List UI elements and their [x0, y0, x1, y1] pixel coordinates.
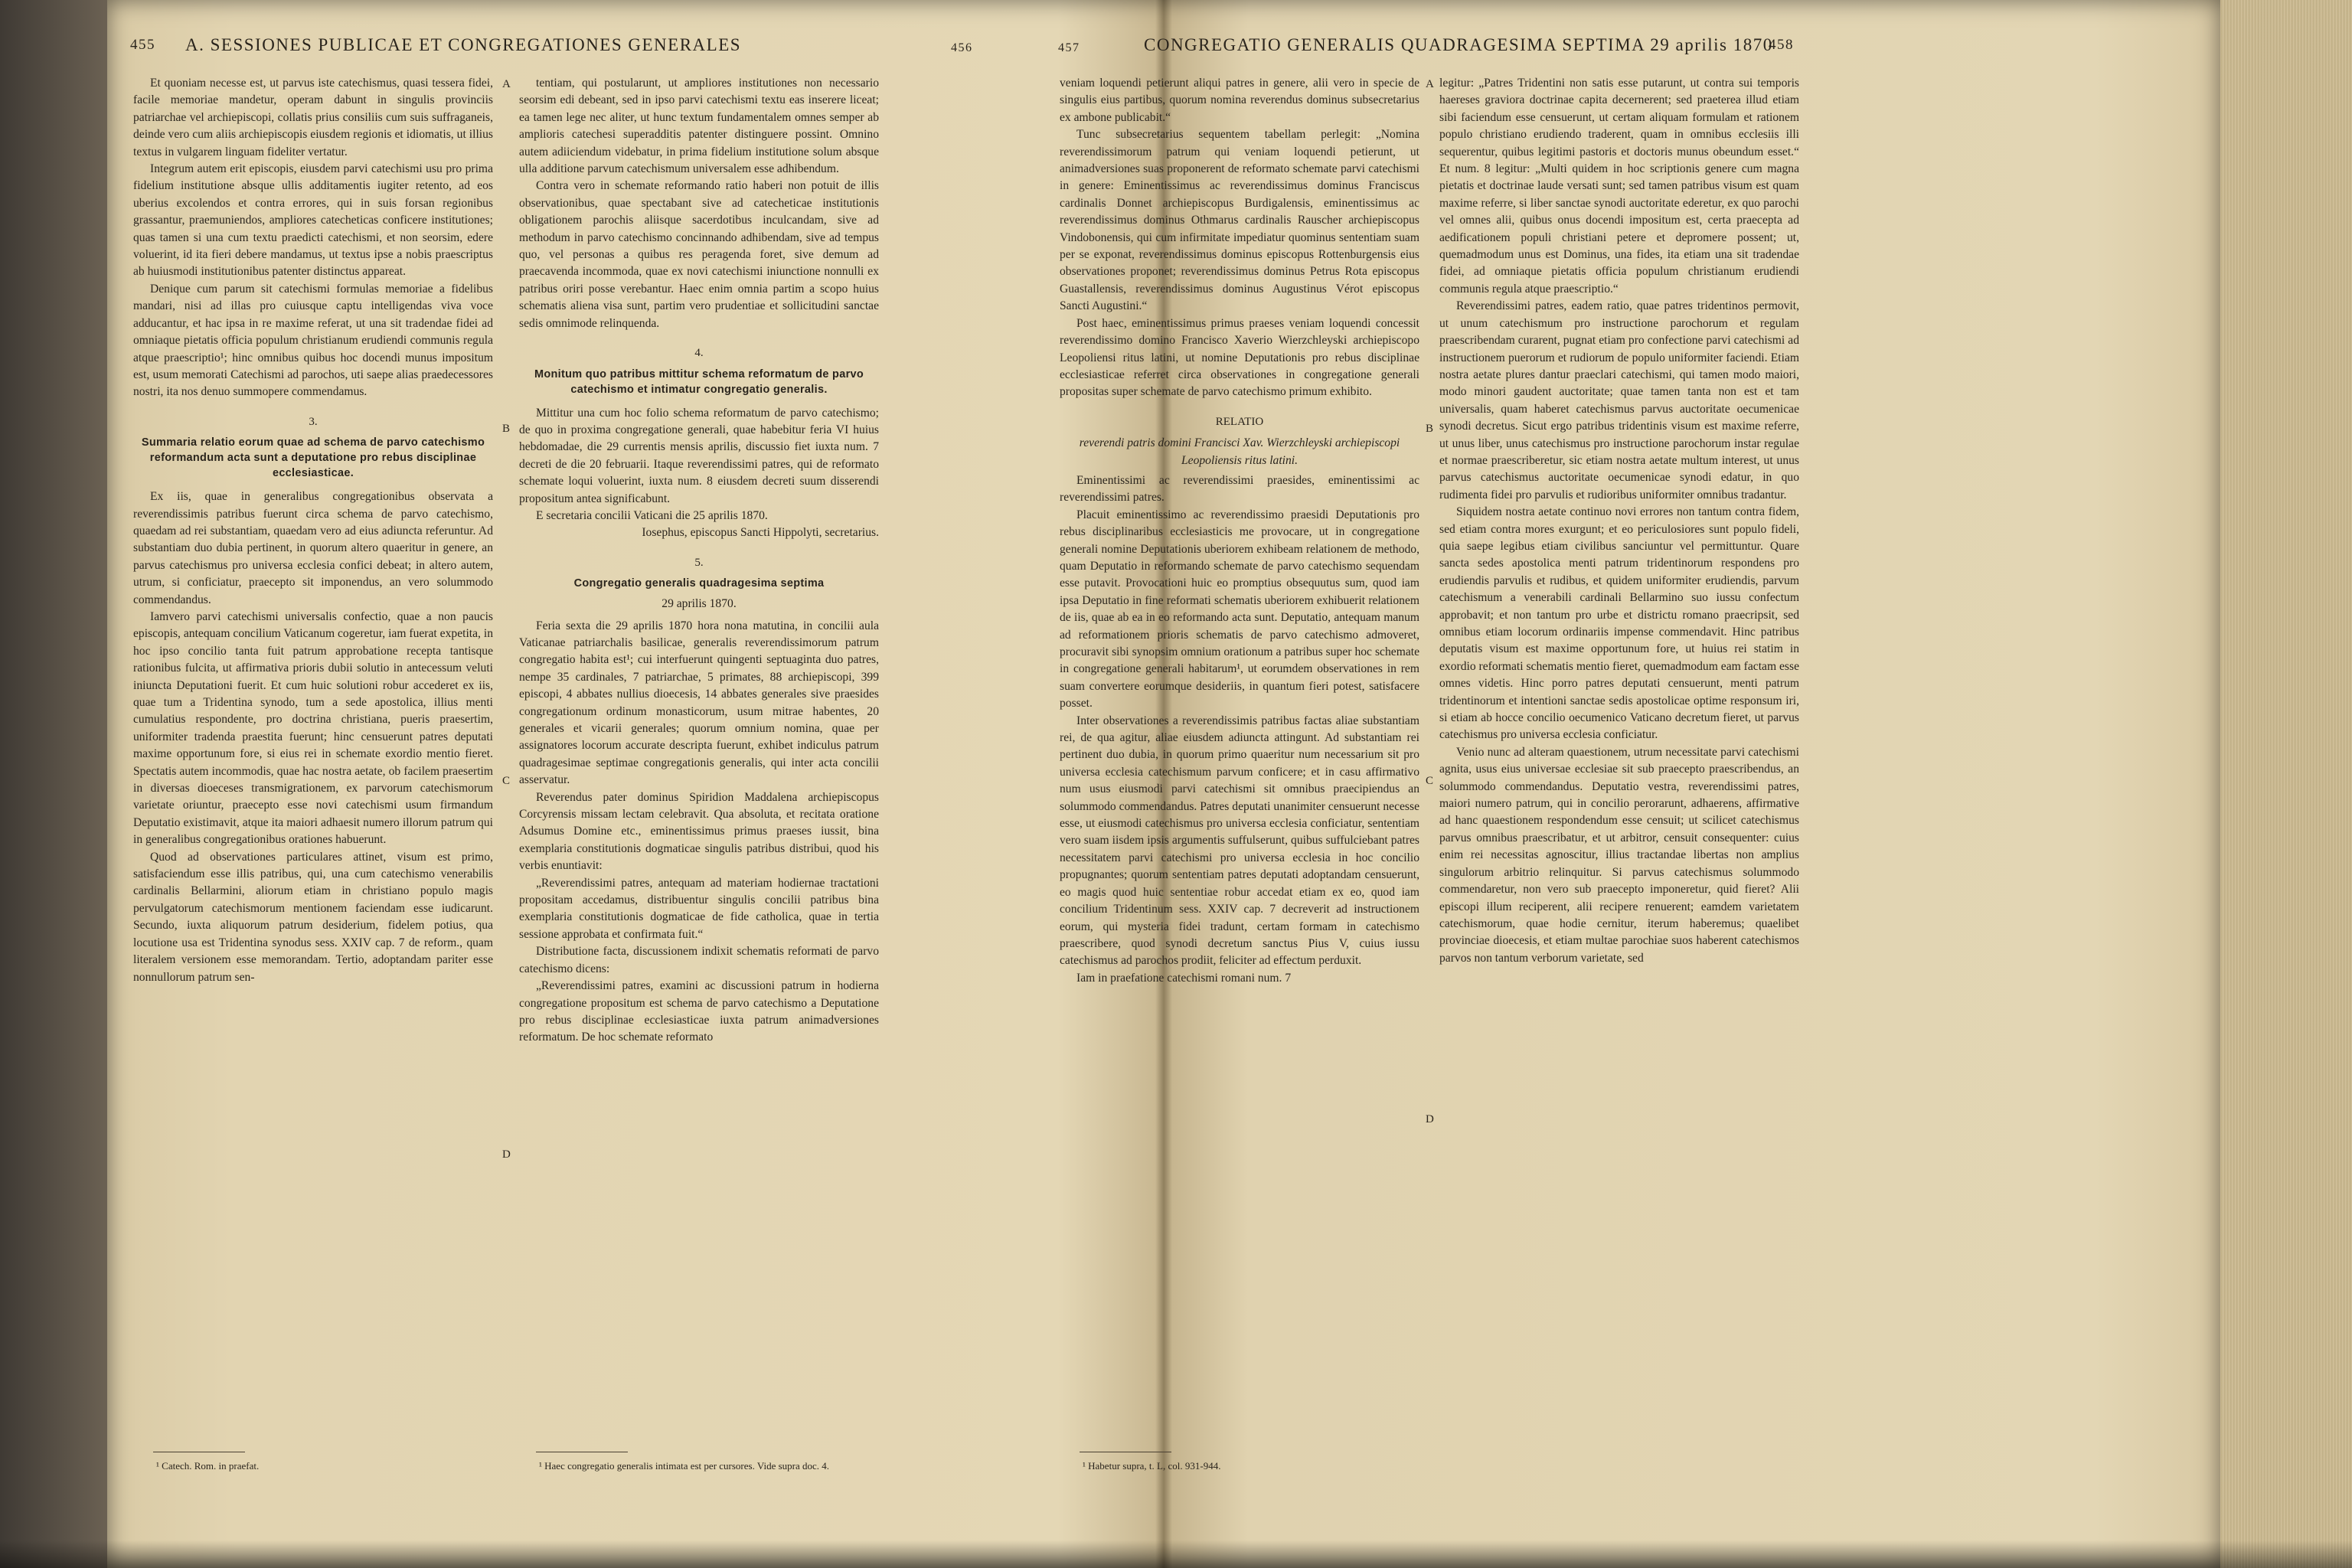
column-1	[133, 75, 493, 986]
section-heading: Summaria relatio eorum quae ad schema de parvo catechismo reformandum acta sunt a deputatione pro rebus disciplinae ecclesiasticae.	[141, 436, 485, 480]
paragraph: Iamvero parvi catechismi universalis confectio, quae a non paucis episcopis, antequam concilium Vaticanum cogeretur, iam fuerat expetita, in hoc ipso concilio tanta fuit patrum approbatione recepta tantisque rationibus fulcita, ut affirmativa prioris dubii solutio in antecessum veluti iniuncta Deputationi fuerit. Et cum huic solutioni robur accederet ex iis, quae tum a Tridentina synodo, tum a sede apostolica, illius menti cumulatius respondente, pro doctrina christiana, pueris praesertim, uniformiter tradenda praestita fuerunt; hinc censuerunt patres deputati maxime opportunum fore, si eius rei in schemate exordio mentio fieret. Spectatis autem incommodis, quae hac nostra aetate, ob facilem praesertim in diversas dioeceses transmigrationem, ex parvorum catechismorum varietate oriuntur, praecepto esse novi catechismi usum firmandum Deputatio existimavit, atque ita maiori adhaesit numero illorum patrum qui in generalibus congregationibus orationes habuerunt.	[133, 609, 493, 847]
paragraph: E secretaria concilii Vaticani die 25 aprilis 1870.	[536, 508, 768, 522]
section-heading: Monitum quo patribus mittitur schema reformatum de parvo catechismo et intimatur congregatio generalis.	[534, 368, 864, 396]
column-4	[1439, 75, 1799, 967]
paragraph: Et quoniam necesse est, ut parvus iste catechismus, quasi tessera fidei, facile memoriae mandetur, operam dabunt in singulis provinciis patriarchae vel archiepiscopi, collatis prius consiliis cum suis suffraganeis, deinde vero cum aliis archiepiscopis eiusdem regionis et idiomatis, ut illius textus in vulgarem linguam fideliter vertatur.	[133, 77, 493, 158]
footnote: ¹ Catech. Rom. in praefat.	[156, 1460, 260, 1472]
margin-letter: B	[1426, 423, 1434, 435]
desk-left	[0, 0, 107, 1568]
paragraph: Tunc subsecretarius sequentem tabellam perlegit: „Nomina reverendissimorum patrum qui veniam loquendi petierunt, ut animadversiones suas proponerent de reformato schemate parvi catechismi in genere: Eminentissimus ac reverendissimus dominus Franciscus cardinalis Donnet archiepiscopus Burdigalensis, eminentissimus ac reverendissimus dominus Othmarus cardinalis Rauscher archiepiscopus Vindobonensis, qui cum infirmitate impediatur quominus sententiam suam per se exponat, reverendissimus dominus episcopus Rottenburgensis eius observationes proponet; reverendissimus dominus Petrus Rota episcopus Guastallensis, reverendissimus dominus Augustinus Vérot episcopus Sancti Augustini.“	[1060, 128, 1419, 313]
relatio-author: reverendi patris domini Francisci Xav. Wierzchleyski archiepiscopi Leopoliensis ritus latini.	[1079, 436, 1400, 467]
margin-letter: B	[502, 423, 511, 435]
paragraph: legitur: „Patres Tridentini non satis esse putarunt, ut contra sui temporis haereses graviora doctrinae capita decernerent; sed praeterea illud etiam sibi faciendum esse censuerunt, ut certam aliquam formulam et rationem populo christiano erudiendo traderent, quam in omnibus ecclesiis illi sequerentur, quibus legitimi pastoris et doctoris munus obeundum esset.“ Et num. 8 legitur: „Multi quidem in hoc scriptionis genere cum magna pietatis et doctrinae laude versati sunt; sed tamen patribus visum est quam maxime referre, si liber sanctae synodi auctoritate ederetur, ex quo parochi vel omnes alii, quibus onus docendi impositum est, certa praecepta ad aedificationem populi christiani petere et depromere possent; ut, quemadmodum unus est Dominus, una fides, ita etiam una sit tradendae fidei, ad omniaque pietatis officia populum christianum erudiendi communis regula atque praescriptio.“	[1439, 77, 1799, 296]
left-page	[130, 0, 995, 1568]
margin-letter: D	[1426, 1113, 1434, 1125]
right-running-head	[1057, 34, 2098, 61]
footnote: ¹ Habetur supra, t. L, col. 931-944.	[1083, 1460, 1221, 1472]
paragraph: Iam in praefatione catechismi romani num. 7	[1076, 971, 1292, 985]
paragraph: tentiam, qui postularunt, ut ampliores institutiones non necessario seorsim edi debeant, sed in ipso parvi catechismi textu eas inserere liceat; ea tamen lege nec aliter, ut hunc textum fundamentalem omnes semper ab amplioris catechesi superadditis patenter distinguere possint. Omnino autem adiiciendum videbatur, in prima fidelium institutione solum absque ulla additione parvum catechismum universalem esse adhibendum.	[519, 77, 879, 176]
footnote: ¹ Haec congregatio generalis intimata est per cursores. Vide supra doc. 4.	[539, 1460, 830, 1472]
page-number: 455	[130, 37, 155, 53]
section-number: 5.	[694, 556, 704, 569]
section-heading: Congregatio generalis quadragesima septima	[573, 577, 825, 590]
margin-letter: A	[1426, 78, 1434, 90]
paragraph: Distributione facta, discussionem indixit schematis reformati de parvo catechismo dicens:	[519, 945, 879, 975]
margin-letter: D	[502, 1148, 511, 1161]
paragraph: Placuit eminentissimo ac reverendissimo praesidi Deputationis pro rebus disciplinaribus ecclesiasticis me provocare, ut in congregatione generali nomine Deputationis uberiorem exhibeam relationem de methodo, quam Deputatio in reformando schemate de parvo catechismo sequendam esse putavit. Provocationi huic eo promptius obsequutus sum, quod iam ipsa Deputatio in fine reformati schematis uberiorem exhibuerit relationem de iis, quae ab ea in eo reformando acta sunt. Deputatio, antequam manum ad reformationem prioris schematis de parvo catechismo admoveret, procuravit sibi synopsim omnium orationum a patribus super hoc schemate in congregatione generali habitarum¹, ut eorumdem observationes in rem suam convertere eorumque desideriis, in quantum fieri potest, satisfacere posset.	[1060, 508, 1419, 710]
paragraph: Mittitur una cum hoc folio schema reformatum de parvo catechismo; de quo in proxima congregatione generali, quae habebitur feria VI huius hebdomadae, die 29 currentis mensis aprilis, discussio fiet iuxta num. 7 decreti de die 20 februarii. Itaque reverendissimi patres, qui de reformato schemate loqui voluerint, iuxta num. 8 eiusdem decreti suum disserendi propositum antea significabunt.	[519, 406, 879, 505]
margin-letter: C	[502, 775, 511, 787]
paragraph: „Reverendissimi patres, antequam ad materiam hodiernae tractationi propositam accedamus, distribuentur singulis concilii patribus bina exemplaria constitutionis dogmaticae de fide catholica, quae in tertia sessione approbata et confirmata fuit.“	[519, 876, 879, 941]
paragraph: Quod ad observationes particulares attinet, visum est primo, satisfaciendum esse illis patribus, qui, una cum catechismo venerabilis cardinalis Bellarmini, aliorum etiam in christiano populo magis pervulgatorum catechismorum mentionem faciendam esse iudicarunt. Secundo, iuxta aliquorum patrum desiderium, fidelem potius, qua locutione usa est Tridentina synodus sess. XXIV cap. 7 de reform., quam literalem versionem esse memorandam. Tertio, adoptandam pariter esse nonnullorum patrum sen-	[133, 850, 493, 984]
paragraph: Denique cum parum sit catechismi formulas memoriae a fidelibus mandari, nisi ad illas pro cuiusque captu intelligendas viva voce adducantur, et hac ipsa in re maxime referat, ut una sit tradendae fidei ad omniaque pietatis officia populum christianum erudiendi communis regula atque praescriptio¹; hinc omnibus quibus hoc docendi munus impositum est, usum memorati Catechismi ad parochos, uti saepe alias praedecessores nostri, ita nos denuo summopere commendamus.	[133, 282, 493, 399]
section-date: 29 aprilis 1870.	[662, 597, 737, 611]
bottom-shadow	[0, 1540, 2352, 1568]
paragraph: Inter observationes a reverendissimis patribus factas aliae substantiam rei, de qua agitur, aliae eiusdem adiuncta attingunt. Ad substantiam rei pertinent duo dubia, in quorum primo quaeritur num necessarium sit pro universa ecclesia catechismum parvum conficere; et in casu affirmativo num usus eiusmodi parvi catechismi sit omnibus praecipiendus an solummodo commendandus. Patres deputati unanimiter censuerunt necesse esse, ut eiusmodi catechismus pro universa ecclesia conficiatur, sententiam vero suam iisdem ipsis argumentis suffulserunt, quibus suffulciebant patres necessitatem parvi catechismi pro universa ecclesia in hoc concilio propugnantes; quorum sententiam patres deputati adoptandam censuerunt, eo magis quod huic sententiae robur accedat etiam ex eo, quod iam concilium Tridentinum sess. XXIV cap. 7 decreverit ad instructionem eorum, qui mysteria fidei tradunt, certam formam in catechismo praescribere, quod synodi decretum sanctus Pius V, cuius iussu catechismus ad parochos prodiit, feliciter ad effectum perduxit.	[1060, 714, 1419, 968]
page-number: 457	[1058, 41, 1080, 54]
paragraph: Contra vero in schemate reformando ratio haberi non potuit de illis observationibus, quae spectabant sive ad catecheticae institutionis obligationem parochis aliisque sacerdotibus inculcandam, sive ad methodum in parvo catechismo concinnando adhibendam, sive ad tempus quo, vel personas a quibus res peragenda foret, sive demum ad praecavenda incommoda, quae ex novi catechismi iniunctione nonnulli ex patribus oriri posse verebantur. Haec enim omnia partim a scopo huius schematis aliena visa sunt, partim vero prudentiae et sollicitudini sanctae sedis omnimode relinquenda.	[519, 179, 879, 330]
section-number: 4.	[694, 347, 704, 360]
paragraph: Feria sexta die 29 aprilis 1870 hora nona matutina, in concilii aula Vaticanae patriarchalis basilicae, generalis reverendissimorum patrum congregatio habita est¹; cui interfuerunt quingenti septuaginta duo patres, nempe 35 cardinales, 7 patriarchae, 5 primates, 88 archiepiscopi, 399 episcopi, 4 abbates nullius dioecesis, 14 abbates generales sive praesides congregationum ordinum monasticorum, usum mitrae habentes, 20 generales et vicarii generales; quorum omnium nomina, quae per assignatores locorum accurate descripta fuerunt, exhibet indiculus patrum quadragesimae septimae congregationis generalis, qui inter acta concilii asservatur.	[519, 619, 879, 787]
paragraph: Eminentissimi ac reverendissimi praesides, eminentissimi ac reverendissimi patres.	[1060, 473, 1419, 505]
section-number: 3.	[309, 415, 318, 428]
page-number: 456	[951, 41, 973, 54]
running-title: A. SESSIONES PUBLICAE ET CONGREGATIONES GENERALES	[185, 35, 742, 54]
paragraph: Reverendissimi patres, eadem ratio, quae patres tridentinos permovit, ut unum catechismum pro instructione parochorum et regulam praescribendam curarent, pugnat etiam pro confectione parvi catechismi ad instructionem puerorum et rudiorum de populo uniformiter faciendi. Etiam nostra aetate plures dantur praeclari catechismi, qui tamen modo maiori, modo minori gaudent auctoritate; quae tamen tanta non est et tam universalis, quam haberet catechismus parvus auctoritate oecumenicae synodi decretus. Sicut ergo patribus tridentinis visum est maxime referre, ut unus liber, unus catechismus pro instructione parochorum instar regulae et normae praescriberetur, sic etiam nostra aetate multum interest, ut unus parvus catechismus auctoritate oecumenicae synodi edatur, in quo rudimenta fidei pro parvulis et rudioribus uniformiter omnibus tradantur.	[1439, 299, 1799, 501]
relatio-title: RELATIO	[1215, 415, 1264, 428]
paragraph: Post haec, eminentissimus primus praeses veniam loquendi concessit reverendissimo domino Francisco Xaverio Wierzchleyski archiepiscopo Leopoliensi ritus latini, ut nomine Deputationis pro rebus disciplinae ecclesiasticae referret circa observationes in congregatione generali propositas super schemate de parvo catechismo primum exhibito.	[1060, 316, 1419, 399]
paragraph: Ex iis, quae in generalibus congregationibus observata a reverendissimis patribus fuerunt circa schema de parvo catechismo, quaedam ad rei substantiam, quaedam vero ad eius adiuncta referuntur. Ad substantiam duo dubia pertinent, in quorum altero quaeritur in genere, an parvus catechismus pro universa ecclesia confici debeat; in altero autem, utrum, si conficiatur, praecepto sit imponendus, an vero solummodo commendandus.	[133, 490, 493, 606]
paragraph: Venio nunc ad alteram quaestionem, utrum necessitate parvi catechismi agnita, usus eius universae ecclesiae sit sub praecepto praescribendus, an solummodo commendandus. Deputatio vestra, reverendissimi patres, maiori numero patrum, qui in concilio perorarunt, adhaerens, affirmative ad hanc quaestionem respondendum esse censuit; ut scilicet catechismus parvus omnibus praescribatur, et ut arbitror, censuit consequenter: cuius enim rei necessitas agnoscitur, illius tractandae libertas non amplius singulorum arbitrio relinquitur. Si parvus catechismus solummodo commendaretur, non vero sub praecepto imponeretur, quid fieret? Alii episcopi illum reciperent, alii recipere renuerent; eamdem varietatem catechismorum, quae hodie cernitur, iterum haberemus; quaelibet provinciae dioecesis, et etiam multae parochiae suos haberent catechismos parvos non tantum verborum varietate, sed	[1439, 745, 1799, 965]
paragraph: Siquidem nostra aetate continuo novi errores non tantum contra fidem, sed etiam contra mores exurgunt; et eo periculosiores sunt populo fideli, quia saepe legibus etiam civilibus sanciuntur vel permittuntur. Quare sancta sedes apostolica menti patrum tridentinorum respondens pro erudiendis parvulis et rudibus, et quidem uniformiter erudiendis, parvum catechismum a venerabili cardinali Bellarmino suo iussu confectum approbavit; et non tantum pro urbe et districtu romano praecripsit, sed omnibus etiam locorum ordinariis impense commendavit. Hinc patribus deputatis visum est maxime opportunum fore, ut huius rei statim in exordio reformati schematis mentio fieret, quemadmodum eam factam esse omnes videtis. Hinc porro patres deputati censuerunt, menti patrum tridentinorum et intentioni sanctae sedis apostolicae optime responsum iri, si etiam ab hocce concilio oecumenico Vaticano decretum fieret, ut parvus catechismus pro universa ecclesia conficiatur.	[1439, 505, 1799, 742]
left-running-head	[130, 34, 995, 61]
right-page	[1057, 0, 2098, 1568]
page-edges	[2220, 0, 2352, 1568]
paragraph: Reverendus pater dominus Spiridion Maddalena archiepiscopus Corcyrensis missam lectam celebravit. Qua absoluta, et recitata oratione Adsumus Domine etc., eminentissimus primus praeses iussit, bina exemplaria constitutionis dogmaticae singulis patribus distribui, quod his verbis enuntiavit:	[519, 790, 879, 873]
paragraph: „Reverendissimi patres, examini ac discussioni patrum in hodierna congregatione propositum est schema de parvo catechismo a Deputatione pro rebus disciplinae ecclesiasticae iuxta patrum animadversiones reformatum. De hoc schemate reformato	[519, 979, 879, 1044]
paragraph: veniam loquendi petierunt aliqui patres in genere, alii vero in specie de singulis eius partibus, quorum nomina reverendus dominus subsecretarius ex ambone publicabit.“	[1060, 77, 1419, 124]
page-number: 458	[1769, 37, 1794, 53]
column-2	[519, 75, 879, 1047]
margin-letter: A	[502, 78, 511, 90]
running-title: CONGREGATIO GENERALIS QUADRAGESIMA SEPTIMA 29 aprilis 1870	[1144, 35, 1773, 54]
signature: Iosephus, episcopus Sancti Hippolyti, secretarius.	[642, 526, 879, 540]
column-3	[1060, 75, 1419, 987]
paragraph: Integrum autem erit episcopis, eiusdem parvi catechismi usu pro prima fidelium institutione absque ullis additamentis iugiter retento, ad eos uberius excolendos et contra errores, qui in suis forsan regionibus grassantur, praemuniendos, ampliores catecheticas conficere institutiones; quas tamen si una cum textu praedicti catechismi, et non seorsim, edere voluerint, id ita fieri debere mandamus, ut textus ipse a nobis praescriptus ab huiusmodi institutionibus patenter distinctus appareat.	[133, 162, 493, 279]
margin-letter: C	[1426, 775, 1434, 787]
